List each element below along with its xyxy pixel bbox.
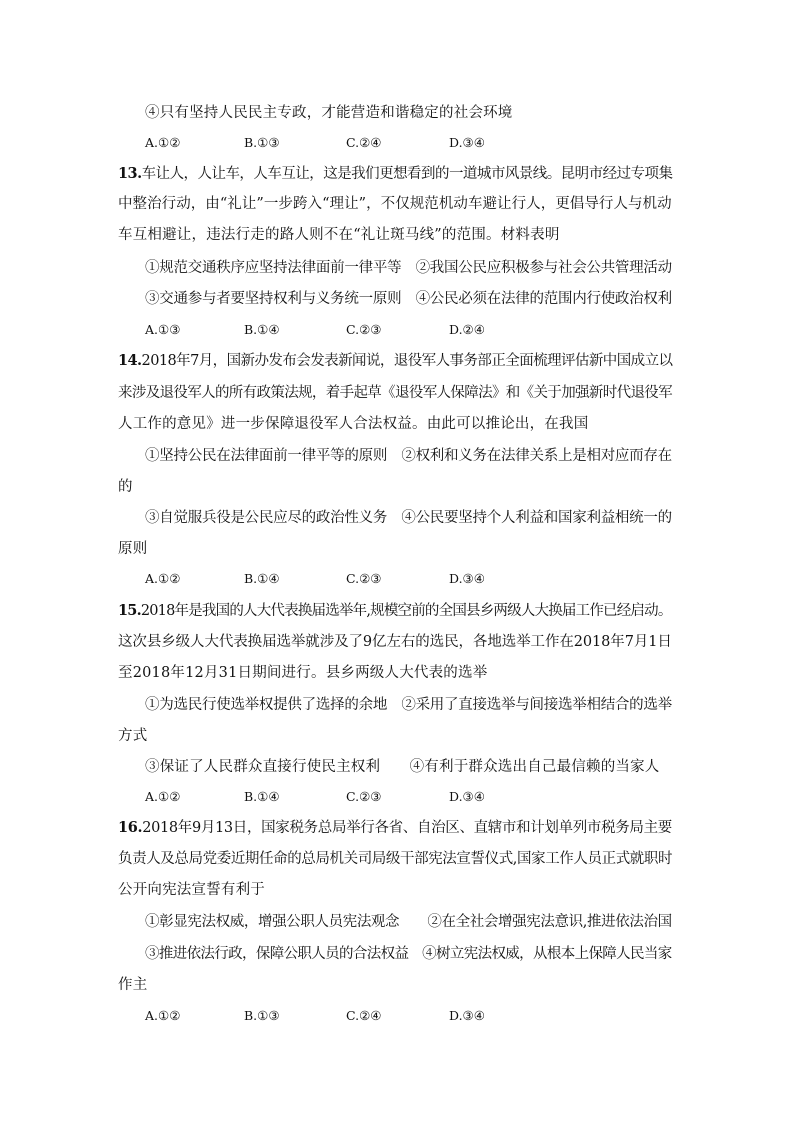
question-stem: 2018年是我国的人大代表换届选举年,规模空前的全国县乡两级人大换届工作已经启动。 bbox=[140, 603, 672, 619]
option-a: A.①② bbox=[145, 789, 181, 804]
question-number: 16. bbox=[118, 819, 143, 836]
question-16-statement-1: ①彰显宪法权威，增强公职人员宪法观念 ②在全社会增强宪法意识,推进依法治国 bbox=[145, 914, 672, 930]
question-stem: 2018年9月13日，国家税务总局举行各省、自治区、直辖市和计划单列市税务局主要 bbox=[142, 820, 672, 836]
option-d: D.③④ bbox=[449, 571, 485, 586]
option-c: C.②④ bbox=[346, 135, 382, 150]
question-15-statement-2: ③保证了人民群众直接行使民主权利 ④有利于群众选出自己最信赖的当家人 bbox=[145, 759, 660, 775]
option-d: D.②④ bbox=[449, 322, 485, 337]
option-d: D.③④ bbox=[449, 789, 485, 804]
option-a: A.①② bbox=[145, 135, 181, 150]
option-b: B.①④ bbox=[244, 322, 280, 337]
question-stem: 2018年7月，国新办发布会发表新闻说，退役军人事务部正全面梳理评估新中国成立以 bbox=[141, 353, 673, 369]
question-15-line-3: 至2018年12月31日期间进行。县乡两级人大代表的选举 bbox=[118, 665, 488, 681]
question-13-statement-2: ③交通参与者要坚持权利与义务统一原则 ④公民必须在法律的范围内行使政治权利 bbox=[145, 291, 672, 307]
option-a: A.①③ bbox=[145, 322, 181, 337]
question-number: 14. bbox=[118, 352, 142, 369]
option-d: D.③④ bbox=[449, 1008, 485, 1023]
option-a: A.①② bbox=[145, 1008, 181, 1023]
question-16-statement-2: ③推进依法行政，保障公职人员的合法权益 ④树立宪法权威，从根本上保障人民当家 bbox=[145, 946, 672, 962]
question-14-line-2: 来涉及退役军人的所有政策法规，着手起草《退役军人保障法》和《关于加强新时代退役军 bbox=[118, 385, 672, 401]
option-b: B.①④ bbox=[244, 789, 280, 804]
option-c: C.②③ bbox=[346, 789, 382, 804]
option-b: B.①③ bbox=[244, 135, 280, 150]
question-15-statement-1-cont: 方式 bbox=[118, 728, 148, 744]
option-c: C.②③ bbox=[346, 322, 382, 337]
question-14-line-3: 人工作的意见》进一步保障退役军人合法权益。由此可以推论出，在我国 bbox=[118, 416, 589, 432]
question-14-statement-2-cont: 原则 bbox=[118, 541, 148, 557]
question-14-line-1 bbox=[118, 351, 672, 371]
question-13-statement-1: ①规范交通秩序应坚持法律面前一律平等 ②我国公民应积极参与社会公共管理活动 bbox=[145, 260, 672, 276]
question-14-statement-2: ③自觉服兵役是公民应尽的政治性义务 ④公民要坚持个人利益和国家利益相统一的 bbox=[145, 510, 672, 526]
question-15-line-1 bbox=[118, 601, 672, 621]
question-13-line-1 bbox=[118, 164, 672, 184]
option-c: C.②③ bbox=[346, 571, 382, 586]
question-stem: 车让人，人让车，人车互让，这是我们更想看到的一道城市风景线。昆明市经过专项集 bbox=[141, 166, 673, 182]
question-16-line-2: 负责人及总局党委近期任命的总局机关司局级干部宪法宣誓仪式,国家工作人员正式就职时 bbox=[118, 851, 673, 867]
option-a: A.①② bbox=[145, 571, 181, 586]
question-16-line-3: 公开向宪法宣誓有利于 bbox=[118, 882, 265, 898]
option-b: B.①④ bbox=[244, 571, 280, 586]
question-15-statement-1: ①为选民行使选举权提供了选择的余地 ②采用了直接选举与间接选举相结合的选举 bbox=[145, 697, 672, 713]
question-13-line-2: 中整治行动，由“礼让”一步跨入“理让”，不仅规范机动车避让行人，更倡导行人与机动 bbox=[118, 196, 672, 212]
option-d: D.③④ bbox=[449, 135, 485, 150]
question-15-line-2: 这次县乡级人大代表换届选举就涉及了9亿左右的选民，各地选举工作在2018年7月1日 bbox=[118, 634, 672, 650]
option-b: B.①③ bbox=[244, 1008, 280, 1023]
statement-4: ④只有坚持人民民主专政，才能营造和谐稳定的社会环境 bbox=[145, 105, 513, 121]
question-14-statement-1: ①坚持公民在法律面前一律平等的原则 ②权利和义务在法律关系上是相对应而存在 bbox=[145, 448, 672, 464]
question-16-line-1 bbox=[118, 818, 672, 838]
question-number: 15. bbox=[118, 602, 141, 619]
question-13-line-3: 车互相避让，违法行走的路人则不在“礼让斑马线”的范围。材料表明 bbox=[118, 227, 560, 243]
question-16-statement-2-cont: 作主 bbox=[118, 977, 148, 993]
question-number: 13. bbox=[118, 165, 142, 182]
question-14-statement-1-cont: 的 bbox=[118, 479, 133, 495]
option-c: C.②④ bbox=[346, 1008, 382, 1023]
